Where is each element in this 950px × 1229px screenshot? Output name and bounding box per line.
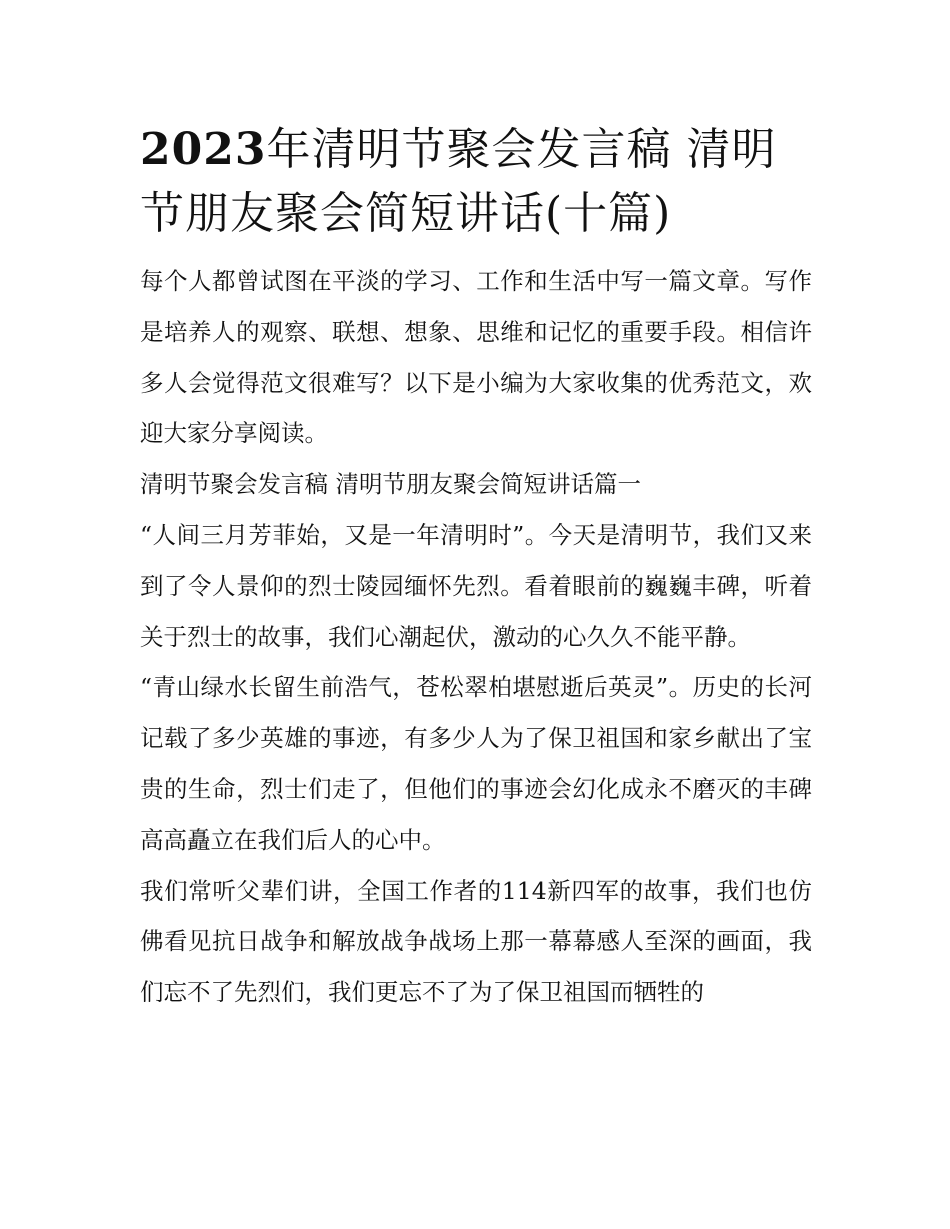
- body-paragraph: “人间三月芳菲始，又是一年清明时”。今天是清明节，我们又来到了令人景仰的烈士陵园缅怀先烈。看着眼前的巍巍丰碑，听着关于烈士的故事，我们心潮起伏，激动的心久久不能平静。: [140, 520, 812, 651]
- intro-paragraph: 每个人都曾试图在平淡的学习、工作和生活中写一篇文章。写作是培养人的观察、联想、想象、思维和记忆的重要手段。相信许多人会觉得范文很难写？以下是小编为大家收集的优秀范文，欢迎大家分享阅读。: [140, 267, 812, 448]
- body-paragraph: “青山绿水长留生前浩气，苍松翠柏堪慰逝后英灵”。历史的长河记载了多少英雄的事迹，有多少人为了保卫祖国和家乡献出了宝贵的生命，烈士们走了，但他们的事迹会幻化成永不磨灭的丰碑高高矗立在我们后人的心中。: [140, 673, 812, 854]
- title-year: 2023: [140, 124, 267, 175]
- title-text: 年清明节聚会发言稿 清明节朋友聚会简短讲话(十篇): [140, 124, 777, 239]
- section-heading: 清明节聚会发言稿 清明节朋友聚会简短讲话篇一: [140, 470, 641, 499]
- body-paragraph: 我们常听父辈们讲，全国工作者的114新四军的故事，我们也仿佛看见抗日战争和解放战争战场上那一幕幕感人至深的画面，我们忘不了先烈们，我们更忘不了为了保卫祖国而牺牲的: [140, 876, 812, 1007]
- document-body: [140, 118, 812, 1018]
- document-title: [140, 118, 812, 246]
